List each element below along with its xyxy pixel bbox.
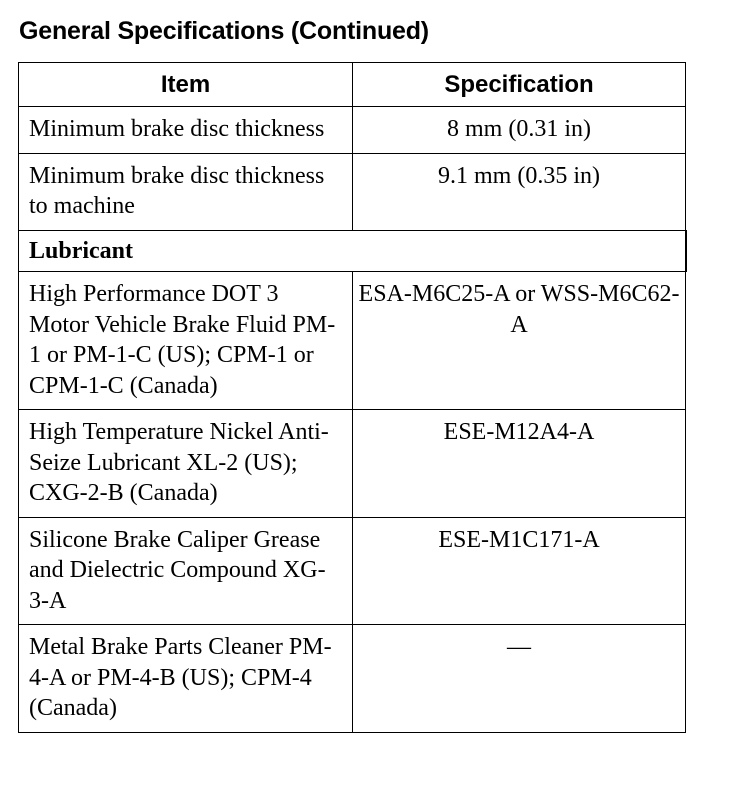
table-row: [19, 625, 686, 733]
specification-cell: 9.1 mm (0.35 in): [353, 153, 686, 230]
table-row: [19, 272, 686, 410]
item-cell: High Temperature Nickel Anti-Seize Lubricant XL-2 (US); CXG-2-B (Canada): [19, 410, 353, 518]
item-cell: Metal Brake Parts Cleaner PM-4-A or PM-4-B (US); CPM-4 (Canada): [19, 625, 353, 733]
table-row: [19, 107, 686, 154]
section-heading: Lubricant: [19, 230, 686, 272]
item-cell: Minimum brake disc thickness to machine: [19, 153, 353, 230]
column-header-item: Item: [19, 63, 353, 107]
specification-cell: —: [353, 625, 686, 733]
page-title: General Specifications (Continued): [19, 17, 429, 45]
table-row: [19, 517, 686, 625]
table-row: [19, 410, 686, 518]
specifications-table: [18, 62, 687, 733]
specification-cell: ESE-M12A4-A: [353, 410, 686, 518]
section-row-lubricant: [19, 230, 686, 272]
specification-cell: ESE-M1C171-A: [353, 517, 686, 625]
specification-cell: ESA-M6C25-A or WSS-M6C62-A: [353, 272, 686, 410]
table-row: [19, 153, 686, 230]
item-cell: High Performance DOT 3 Motor Vehicle Brake Fluid PM-1 or PM-1-C (US); CPM-1 or CPM-1-C (Canada): [19, 272, 353, 410]
item-cell: Minimum brake disc thickness: [19, 107, 353, 154]
table-header-row: [19, 63, 686, 107]
item-cell: Silicone Brake Caliper Grease and Dielectric Compound XG-3-A: [19, 517, 353, 625]
specification-cell: 8 mm (0.31 in): [353, 107, 686, 154]
column-header-specification: Specification: [353, 63, 686, 107]
